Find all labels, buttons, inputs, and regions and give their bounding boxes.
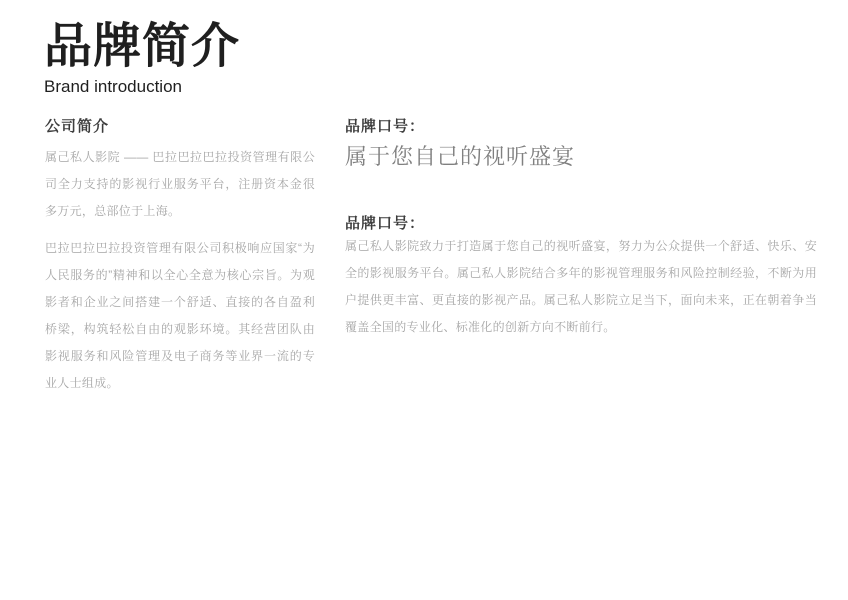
content-columns <box>45 118 817 397</box>
page-title: 品牌简介 <box>44 20 241 73</box>
slogan-text: 属于您自己的视听盛宴 <box>345 144 576 169</box>
company-profile-heading: 公司简介 <box>45 118 110 135</box>
slogan-section <box>345 118 817 172</box>
page-subtitle: Brand introduction <box>44 77 182 96</box>
slogan-description-section <box>345 215 817 341</box>
slogan-description-paragraph: 属己私人影院致力于打造属于您自己的视听盛宴，努力为公众提供一个舒适、快乐、安全的影视服务平台。属己私人影院结合多年的影视管理服务和风险控制经验，不断为用户提供更丰富、更直接的影视产品。属己私人影院立足当下，面向未来，正在朝着争当覆盖全国的专业化、标准化的创新方向不断前行。 <box>345 239 817 334</box>
company-profile-paragraph-2: 巴拉巴拉巴拉投资管理有限公司积极响应国家“为人民服务的”精神和以全心全意为核心宗旨。为观影者和企业之间搭建一个舒适、直接的各自盈利桥梁，构筑轻松自由的观影环境。其经营团队由影视服务和风险管理及电子商务等业界一流的专业人士组成。 <box>45 241 315 390</box>
brand-slogan-column <box>345 118 817 397</box>
slogan-heading: 品牌口号： <box>345 118 426 135</box>
slogan-description-heading: 品牌口号： <box>345 215 426 232</box>
company-profile-column <box>45 118 315 397</box>
header <box>44 18 240 97</box>
company-profile-paragraph-1: 属己私人影院 —— 巴拉巴拉巴拉投资管理有限公司全力支持的影视行业服务平台，注册资本金很多万元，总部位于上海。 <box>45 150 315 218</box>
